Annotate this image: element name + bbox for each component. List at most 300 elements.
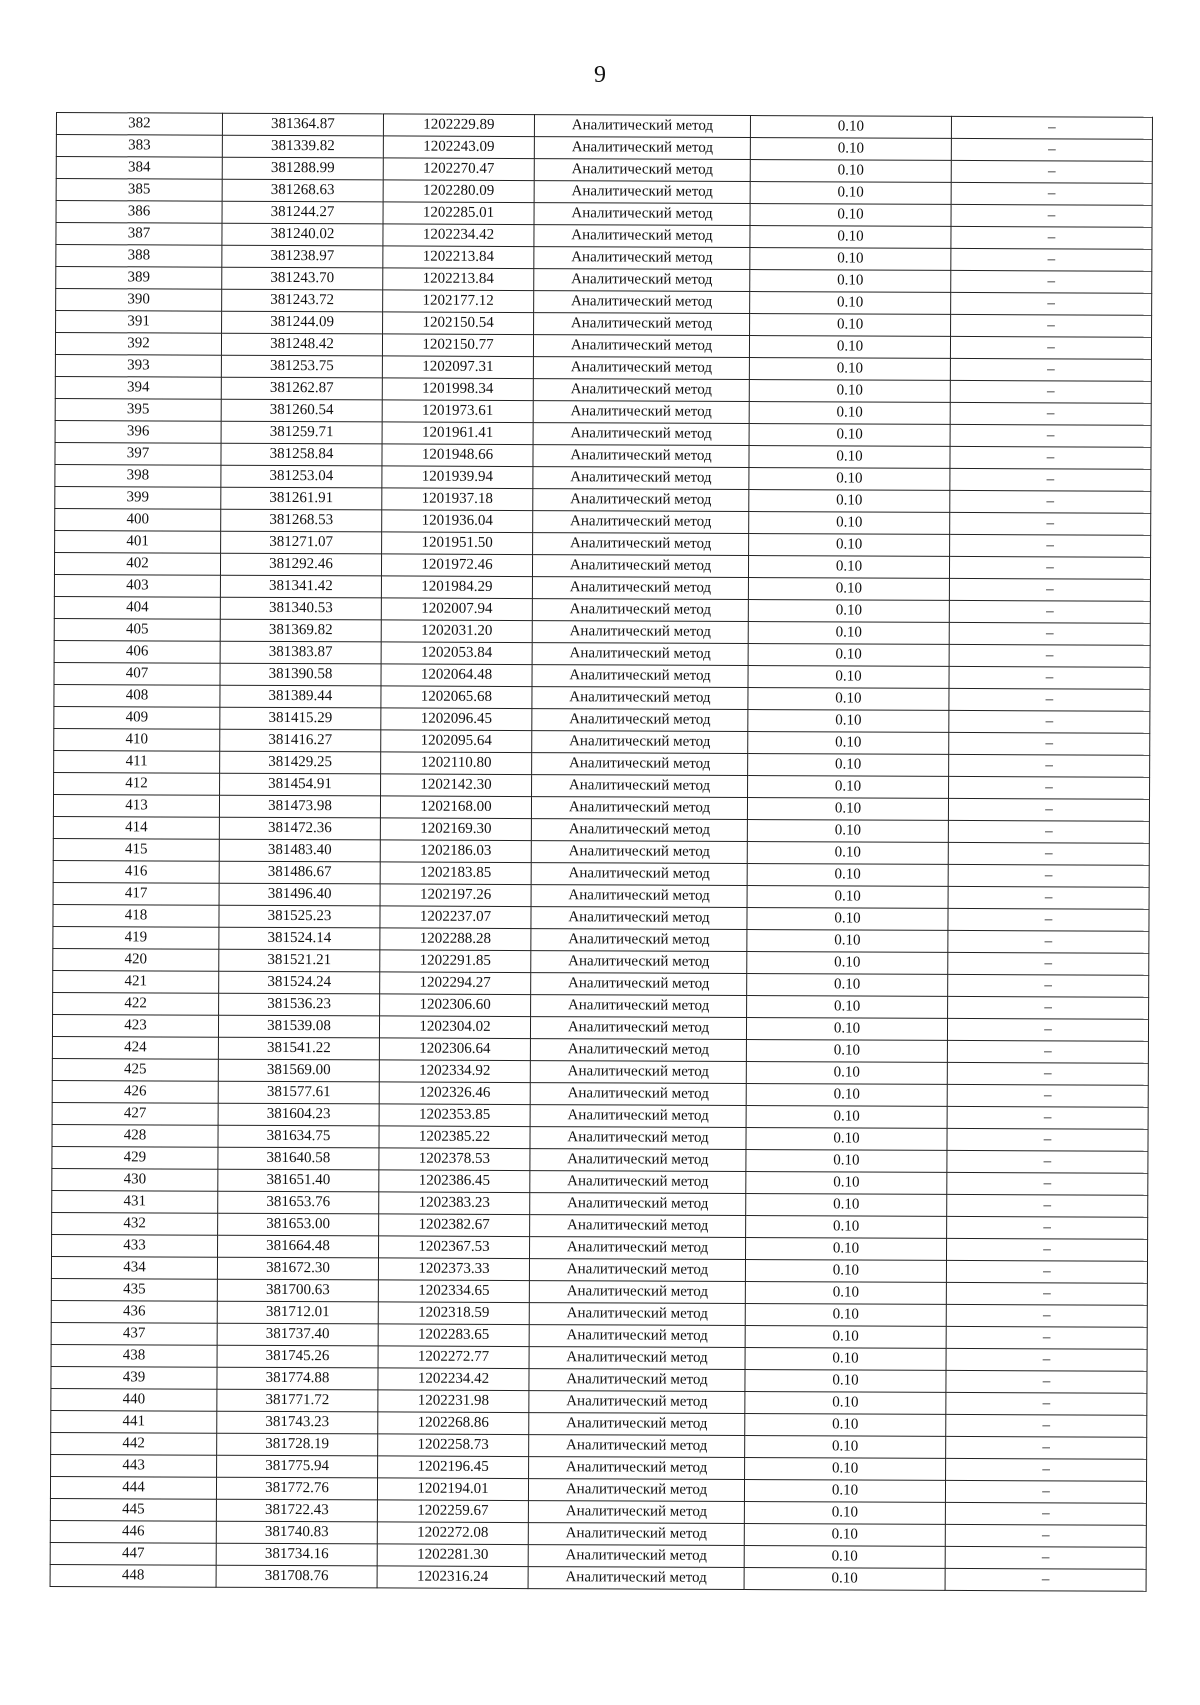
method-cell: Аналитический метод (533, 357, 749, 380)
x-coordinate-cell: 381416.27 (220, 729, 381, 752)
y-coordinate-cell: 1202259.67 (377, 1500, 528, 1523)
method-cell: Аналитический метод (534, 115, 750, 138)
x-coordinate-cell: 381486.67 (219, 861, 380, 884)
point-number-cell: 439 (51, 1366, 217, 1389)
dash-cell: – (946, 1326, 1147, 1349)
dash-cell: – (947, 1040, 1148, 1063)
dash-cell: – (948, 952, 1149, 975)
method-cell: Аналитический метод (531, 841, 747, 864)
x-coordinate-cell: 381253.04 (221, 465, 382, 488)
y-coordinate-cell: 1202150.54 (383, 312, 534, 335)
accuracy-cell: 0.10 (749, 490, 950, 513)
method-cell: Аналитический метод (533, 335, 749, 358)
y-coordinate-cell: 1202197.26 (380, 884, 531, 907)
dash-cell: – (949, 710, 1150, 733)
method-cell: Аналитический метод (529, 1347, 745, 1370)
method-cell: Аналитический метод (531, 907, 747, 930)
x-coordinate-cell: 381292.46 (220, 553, 381, 576)
point-number-cell: 398 (55, 464, 221, 487)
point-number-cell: 446 (50, 1520, 216, 1543)
accuracy-cell: 0.10 (748, 600, 949, 623)
dash-cell: – (948, 930, 1149, 953)
point-number-cell: 441 (51, 1410, 217, 1433)
x-coordinate-cell: 381383.87 (220, 641, 381, 664)
method-cell: Аналитический метод (530, 1061, 746, 1084)
method-cell: Аналитический метод (530, 1105, 746, 1128)
x-coordinate-cell: 381772.76 (216, 1477, 377, 1500)
x-coordinate-cell: 381243.70 (222, 267, 383, 290)
dash-cell: – (950, 490, 1151, 513)
accuracy-cell: 0.10 (747, 798, 948, 821)
dash-cell: – (947, 1084, 1148, 1107)
accuracy-cell: 0.10 (750, 138, 951, 161)
point-number-cell: 442 (51, 1432, 217, 1455)
accuracy-cell: 0.10 (748, 644, 949, 667)
accuracy-cell: 0.10 (748, 776, 949, 799)
y-coordinate-cell: 1202168.00 (380, 796, 531, 819)
point-number-cell: 412 (54, 772, 220, 795)
method-cell: Аналитический метод (531, 995, 747, 1018)
x-coordinate-cell: 381728.19 (217, 1433, 378, 1456)
point-number-cell: 384 (56, 157, 222, 180)
y-coordinate-cell: 1202142.30 (381, 774, 532, 797)
accuracy-cell: 0.10 (745, 1282, 946, 1305)
x-coordinate-cell: 381238.97 (222, 245, 383, 268)
dash-cell: – (948, 996, 1149, 1019)
y-coordinate-cell: 1202281.30 (377, 1544, 528, 1567)
dash-cell: – (949, 622, 1150, 645)
y-coordinate-cell: 1202285.01 (383, 202, 534, 225)
method-cell: Аналитический метод (533, 467, 749, 490)
point-number-cell: 410 (54, 728, 220, 751)
point-number-cell: 401 (55, 530, 221, 553)
dash-cell: – (948, 974, 1149, 997)
method-cell: Аналитический метод (529, 1325, 745, 1348)
point-number-cell: 434 (51, 1256, 217, 1279)
point-number-cell: 435 (51, 1278, 217, 1301)
method-cell: Аналитический метод (530, 1171, 746, 1194)
point-number-cell: 415 (53, 838, 219, 861)
point-number-cell: 414 (53, 816, 219, 839)
method-cell: Аналитический метод (531, 863, 747, 886)
accuracy-cell: 0.10 (747, 886, 948, 909)
method-cell: Аналитический метод (533, 445, 749, 468)
x-coordinate-cell: 381700.63 (217, 1279, 378, 1302)
accuracy-cell: 0.10 (746, 1150, 947, 1173)
y-coordinate-cell: 1201984.29 (381, 576, 532, 599)
dash-cell: – (949, 666, 1150, 689)
x-coordinate-cell: 381268.53 (221, 509, 382, 532)
dash-cell: – (948, 886, 1149, 909)
accuracy-cell: 0.10 (745, 1238, 946, 1261)
dash-cell: – (945, 1524, 1146, 1547)
method-cell: Аналитический метод (532, 665, 748, 688)
dash-cell: – (951, 204, 1152, 227)
dash-cell: – (951, 160, 1152, 183)
accuracy-cell: 0.10 (744, 1480, 945, 1503)
dash-cell: – (950, 512, 1151, 535)
dash-cell: – (950, 468, 1151, 491)
method-cell: Аналитический метод (532, 555, 748, 578)
method-cell: Аналитический метод (530, 1215, 746, 1238)
point-number-cell: 385 (56, 179, 222, 202)
x-coordinate-cell: 381240.02 (222, 223, 383, 246)
point-number-cell: 421 (53, 970, 219, 993)
x-coordinate-cell: 381260.54 (221, 399, 382, 422)
y-coordinate-cell: 1201972.46 (381, 554, 532, 577)
accuracy-cell: 0.10 (745, 1370, 946, 1393)
accuracy-cell: 0.10 (750, 270, 951, 293)
point-number-cell: 431 (52, 1190, 218, 1213)
point-number-cell: 440 (51, 1388, 217, 1411)
y-coordinate-cell: 1201951.50 (382, 532, 533, 555)
dash-cell: – (948, 842, 1149, 865)
point-number-cell: 406 (54, 640, 220, 663)
x-coordinate-cell: 381248.42 (221, 333, 382, 356)
accuracy-cell: 0.10 (750, 292, 951, 315)
x-coordinate-cell: 381390.58 (220, 663, 381, 686)
x-coordinate-cell: 381271.07 (221, 531, 382, 554)
point-number-cell: 413 (53, 794, 219, 817)
point-number-cell: 400 (55, 508, 221, 531)
accuracy-cell: 0.10 (748, 754, 949, 777)
x-coordinate-cell: 381415.29 (220, 707, 381, 730)
x-coordinate-cell: 381539.08 (218, 1015, 379, 1038)
dash-cell: – (950, 358, 1151, 381)
y-coordinate-cell: 1202334.65 (378, 1280, 529, 1303)
dash-cell: – (951, 182, 1152, 205)
y-coordinate-cell: 1202150.77 (382, 334, 533, 357)
point-number-cell: 407 (54, 662, 220, 685)
y-coordinate-cell: 1201939.94 (382, 466, 533, 489)
y-coordinate-cell: 1202378.53 (379, 1148, 530, 1171)
y-coordinate-cell: 1202382.67 (379, 1214, 530, 1237)
dash-cell: – (950, 336, 1151, 359)
accuracy-cell: 0.10 (750, 116, 951, 139)
accuracy-cell: 0.10 (747, 930, 948, 953)
method-cell: Аналитический метод (529, 1281, 745, 1304)
accuracy-cell: 0.10 (745, 1348, 946, 1371)
accuracy-cell: 0.10 (744, 1524, 945, 1547)
accuracy-cell: 0.10 (748, 622, 949, 645)
dash-cell: – (946, 1238, 1147, 1261)
accuracy-cell: 0.10 (749, 512, 950, 535)
y-coordinate-cell: 1202280.09 (383, 180, 534, 203)
accuracy-cell: 0.10 (746, 1172, 947, 1195)
dash-cell: – (945, 1568, 1146, 1591)
x-coordinate-cell: 381745.26 (217, 1345, 378, 1368)
dash-cell: – (946, 1304, 1147, 1327)
x-coordinate-cell: 381771.72 (217, 1389, 378, 1412)
y-coordinate-cell: 1202383.23 (379, 1192, 530, 1215)
method-cell: Аналитический метод (530, 1083, 746, 1106)
method-cell: Аналитический метод (532, 577, 748, 600)
accuracy-cell: 0.10 (746, 1194, 947, 1217)
y-coordinate-cell: 1202110.80 (381, 752, 532, 775)
point-number-cell: 433 (52, 1234, 218, 1257)
y-coordinate-cell: 1202183.85 (380, 862, 531, 885)
x-coordinate-cell: 381569.00 (218, 1059, 379, 1082)
y-coordinate-cell: 1202194.01 (377, 1478, 528, 1501)
accuracy-cell: 0.10 (750, 248, 951, 271)
accuracy-cell: 0.10 (750, 160, 951, 183)
point-number-cell: 420 (53, 948, 219, 971)
dash-cell: – (951, 292, 1152, 315)
accuracy-cell: 0.10 (747, 864, 948, 887)
point-number-cell: 395 (55, 398, 221, 421)
y-coordinate-cell: 1201948.66 (382, 444, 533, 467)
method-cell: Аналитический метод (528, 1567, 744, 1590)
y-coordinate-cell: 1202031.20 (381, 620, 532, 643)
dash-cell: – (949, 600, 1150, 623)
accuracy-cell: 0.10 (749, 424, 950, 447)
point-number-cell: 389 (56, 267, 222, 290)
y-coordinate-cell: 1202169.30 (380, 818, 531, 841)
point-number-cell: 430 (52, 1168, 218, 1191)
dash-cell: – (951, 226, 1152, 249)
method-cell: Аналитический метод (534, 137, 750, 160)
x-coordinate-cell: 381262.87 (221, 377, 382, 400)
accuracy-cell: 0.10 (744, 1502, 945, 1525)
accuracy-cell: 0.10 (749, 534, 950, 557)
dash-cell: – (946, 1370, 1147, 1393)
y-coordinate-cell: 1201937.18 (382, 488, 533, 511)
method-cell: Аналитический метод (531, 929, 747, 952)
method-cell: Аналитический метод (532, 643, 748, 666)
point-number-cell: 394 (55, 376, 221, 399)
method-cell: Аналитический метод (531, 797, 747, 820)
point-number-cell: 447 (50, 1542, 216, 1565)
dash-cell: – (947, 1062, 1148, 1085)
y-coordinate-cell: 1202268.86 (378, 1412, 529, 1435)
accuracy-cell: 0.10 (745, 1436, 946, 1459)
y-coordinate-cell: 1201936.04 (382, 510, 533, 533)
dash-cell: – (950, 424, 1151, 447)
y-coordinate-cell: 1202353.85 (379, 1104, 530, 1127)
y-coordinate-cell: 1202213.84 (383, 246, 534, 269)
point-number-cell: 411 (54, 750, 220, 773)
point-number-cell: 436 (51, 1300, 217, 1323)
dash-cell: – (949, 754, 1150, 777)
y-coordinate-cell: 1202258.73 (378, 1434, 529, 1457)
method-cell: Аналитический метод (530, 1193, 746, 1216)
method-cell: Аналитический метод (529, 1391, 745, 1414)
point-number-cell: 388 (56, 245, 222, 268)
accuracy-cell: 0.10 (750, 314, 951, 337)
method-cell: Аналитический метод (530, 1127, 746, 1150)
y-coordinate-cell: 1202231.98 (378, 1390, 529, 1413)
y-coordinate-cell: 1202243.09 (383, 136, 534, 159)
accuracy-cell: 0.10 (747, 952, 948, 975)
dash-cell: – (946, 1260, 1147, 1283)
accuracy-cell: 0.10 (747, 820, 948, 843)
dash-cell: – (948, 820, 1149, 843)
method-cell: Аналитический метод (529, 1457, 745, 1480)
x-coordinate-cell: 381664.48 (218, 1235, 379, 1258)
x-coordinate-cell: 381737.40 (217, 1323, 378, 1346)
y-coordinate-cell: 1202386.45 (379, 1170, 530, 1193)
point-number-cell: 416 (53, 860, 219, 883)
method-cell: Аналитический метод (532, 753, 748, 776)
accuracy-cell: 0.10 (749, 402, 950, 425)
method-cell: Аналитический метод (532, 709, 748, 732)
dash-cell: – (945, 1502, 1146, 1525)
x-coordinate-cell: 381472.36 (219, 817, 380, 840)
dash-cell: – (946, 1282, 1147, 1305)
method-cell: Аналитический метод (529, 1369, 745, 1392)
point-number-cell: 393 (55, 354, 221, 377)
accuracy-cell: 0.10 (745, 1260, 946, 1283)
y-coordinate-cell: 1202270.47 (383, 158, 534, 181)
method-cell: Аналитический метод (534, 269, 750, 292)
coordinates-table (50, 112, 1153, 1592)
point-number-cell: 402 (54, 552, 220, 575)
coordinates-table-body (50, 113, 1152, 1592)
accuracy-cell: 0.10 (749, 380, 950, 403)
point-number-cell: 396 (55, 420, 221, 443)
method-cell: Аналитический метод (530, 1237, 746, 1260)
x-coordinate-cell: 381722.43 (216, 1499, 377, 1522)
method-cell: Аналитический метод (532, 621, 748, 644)
x-coordinate-cell: 381261.91 (221, 487, 382, 510)
x-coordinate-cell: 381253.75 (221, 355, 382, 378)
point-number-cell: 418 (53, 904, 219, 927)
dash-cell: – (947, 1194, 1148, 1217)
accuracy-cell: 0.10 (748, 578, 949, 601)
accuracy-cell: 0.10 (750, 204, 951, 227)
accuracy-cell: 0.10 (745, 1304, 946, 1327)
y-coordinate-cell: 1202096.45 (381, 708, 532, 731)
point-number-cell: 429 (52, 1146, 218, 1169)
y-coordinate-cell: 1202097.31 (382, 356, 533, 379)
y-coordinate-cell: 1202326.46 (379, 1082, 530, 1105)
method-cell: Аналитический метод (533, 379, 749, 402)
y-coordinate-cell: 1202234.42 (378, 1368, 529, 1391)
point-number-cell: 425 (52, 1058, 218, 1081)
point-number-cell: 382 (56, 113, 222, 136)
accuracy-cell: 0.10 (745, 1326, 946, 1349)
method-cell: Аналитический метод (532, 599, 748, 622)
x-coordinate-cell: 381521.21 (219, 949, 380, 972)
y-coordinate-cell: 1202229.89 (383, 114, 534, 137)
x-coordinate-cell: 381740.83 (216, 1521, 377, 1544)
x-coordinate-cell: 381775.94 (217, 1455, 378, 1478)
y-coordinate-cell: 1202367.53 (379, 1236, 530, 1259)
dash-cell: – (950, 534, 1151, 557)
dash-cell: – (948, 798, 1149, 821)
method-cell: Аналитический метод (534, 291, 750, 314)
method-cell: Аналитический метод (528, 1501, 744, 1524)
method-cell: Аналитический метод (533, 401, 749, 424)
dash-cell: – (950, 380, 1151, 403)
dash-cell: – (949, 776, 1150, 799)
x-coordinate-cell: 381258.84 (221, 443, 382, 466)
point-number-cell: 391 (56, 311, 222, 334)
y-coordinate-cell: 1202007.94 (381, 598, 532, 621)
accuracy-cell: 0.10 (746, 1128, 947, 1151)
x-coordinate-cell: 381268.63 (222, 179, 383, 202)
method-cell: Аналитический метод (531, 973, 747, 996)
accuracy-cell: 0.10 (744, 1568, 945, 1591)
point-number-cell: 426 (52, 1080, 218, 1103)
y-coordinate-cell: 1202234.42 (383, 224, 534, 247)
y-coordinate-cell: 1202186.03 (380, 840, 531, 863)
x-coordinate-cell: 381653.00 (218, 1213, 379, 1236)
x-coordinate-cell: 381259.71 (221, 421, 382, 444)
method-cell: Аналитический метод (534, 247, 750, 270)
x-coordinate-cell: 381524.24 (219, 971, 380, 994)
x-coordinate-cell: 381734.16 (216, 1543, 377, 1566)
method-cell: Аналитический метод (529, 1413, 745, 1436)
dash-cell: – (951, 116, 1152, 139)
point-number-cell: 448 (50, 1564, 216, 1587)
y-coordinate-cell: 1201961.41 (382, 422, 533, 445)
x-coordinate-cell: 381389.44 (220, 685, 381, 708)
point-number-cell: 419 (53, 926, 219, 949)
accuracy-cell: 0.10 (750, 182, 951, 205)
accuracy-cell: 0.10 (747, 974, 948, 997)
point-number-cell: 390 (56, 289, 222, 312)
x-coordinate-cell: 381651.40 (218, 1169, 379, 1192)
method-cell: Аналитический метод (534, 225, 750, 248)
y-coordinate-cell: 1202294.27 (380, 972, 531, 995)
method-cell: Аналитический метод (529, 1435, 745, 1458)
accuracy-cell: 0.10 (746, 1040, 947, 1063)
y-coordinate-cell: 1202053.84 (381, 642, 532, 665)
point-number-cell: 428 (52, 1124, 218, 1147)
accuracy-cell: 0.10 (746, 1106, 947, 1129)
point-number-cell: 386 (56, 201, 222, 224)
dash-cell: – (948, 864, 1149, 887)
accuracy-cell: 0.10 (749, 336, 950, 359)
point-number-cell: 445 (50, 1498, 216, 1521)
point-number-cell: 432 (52, 1212, 218, 1235)
method-cell: Аналитический метод (533, 533, 749, 556)
method-cell: Аналитический метод (530, 1149, 746, 1172)
x-coordinate-cell: 381541.22 (218, 1037, 379, 1060)
dash-cell: – (949, 732, 1150, 755)
dash-cell: – (945, 1546, 1146, 1569)
point-number-cell: 392 (55, 333, 221, 356)
accuracy-cell: 0.10 (748, 732, 949, 755)
method-cell: Аналитический метод (532, 687, 748, 710)
method-cell: Аналитический метод (529, 1303, 745, 1326)
y-coordinate-cell: 1202306.60 (380, 994, 531, 1017)
point-number-cell: 409 (54, 706, 220, 729)
point-number-cell: 417 (53, 882, 219, 905)
y-coordinate-cell: 1202288.28 (380, 928, 531, 951)
accuracy-cell: 0.10 (745, 1414, 946, 1437)
y-coordinate-cell: 1202213.84 (383, 268, 534, 291)
accuracy-cell: 0.10 (748, 688, 949, 711)
point-number-cell: 438 (51, 1344, 217, 1367)
y-coordinate-cell: 1202095.64 (381, 730, 532, 753)
y-coordinate-cell: 1202196.45 (378, 1456, 529, 1479)
dash-cell: – (946, 1392, 1147, 1415)
accuracy-cell: 0.10 (747, 842, 948, 865)
method-cell: Аналитический метод (528, 1545, 744, 1568)
method-cell: Аналитический метод (534, 181, 750, 204)
method-cell: Аналитический метод (530, 1017, 746, 1040)
accuracy-cell: 0.10 (747, 908, 948, 931)
point-number-cell: 404 (54, 596, 220, 619)
y-coordinate-cell: 1202177.12 (383, 290, 534, 313)
dash-cell: – (950, 402, 1151, 425)
x-coordinate-cell: 381604.23 (218, 1103, 379, 1126)
dash-cell: – (945, 1480, 1146, 1503)
x-coordinate-cell: 381743.23 (217, 1411, 378, 1434)
x-coordinate-cell: 381244.27 (222, 201, 383, 224)
